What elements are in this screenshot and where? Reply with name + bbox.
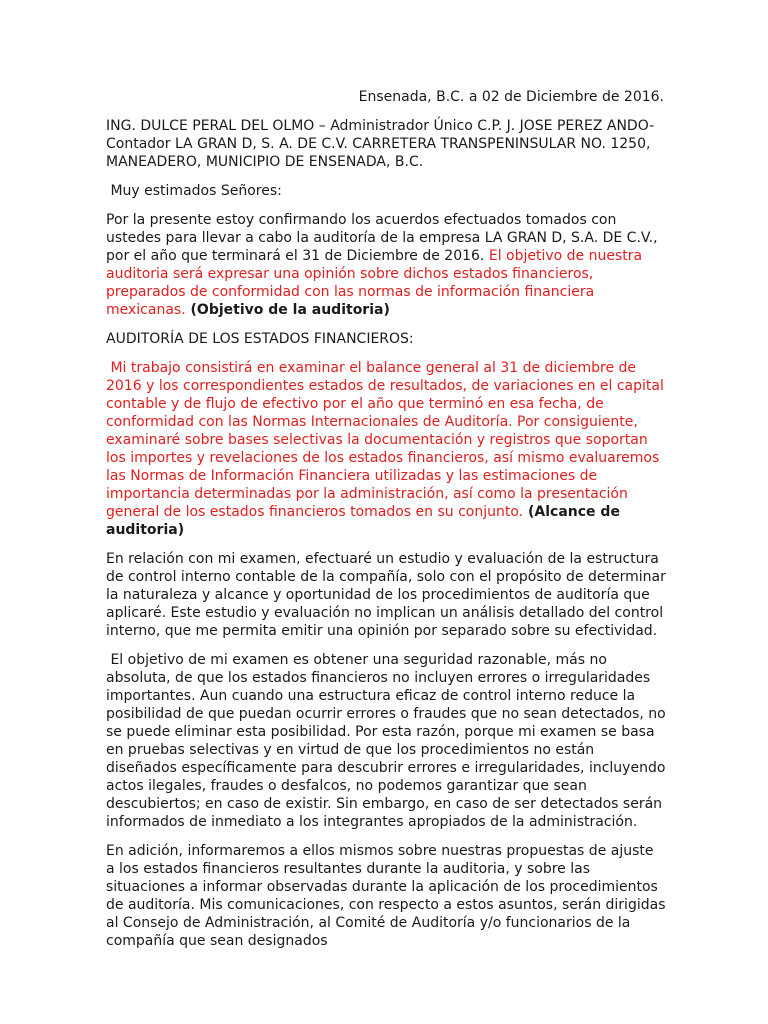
section-heading: AUDITORÍA DE LOS ESTADOS FINANCIEROS: bbox=[106, 331, 414, 347]
addressee-block: ING. DULCE PERAL DEL OLMO – Administrador Único C.P. J. JOSE PEREZ ANDO- Contador LA GRAN D, S. A. DE C.V. CARRETERA TRANSPENINSULAR NO. 1250, MANEADERO, MUNICIPIO DE ENSENADA, B.C. bbox=[106, 118, 655, 170]
letter-page bbox=[106, 88, 671, 961]
scope-paragraph bbox=[106, 359, 669, 539]
intro-objective-label: (Objetivo de la auditoria) bbox=[185, 302, 390, 318]
intro-paragraph bbox=[106, 211, 666, 319]
intro-text: Por la presente estoy confirmando los acuerdos efectuados tomados con ustedes para llevar a cabo la auditoría de la empresa LA GRAN D, S.A. DE C.V., por el año que terminará el 31 de Diciembre de 2016. bbox=[106, 212, 658, 264]
date-line: Ensenada, B.C. a 02 de Diciembre de 2016. bbox=[358, 89, 664, 105]
greeting: Muy estimados Señores: bbox=[106, 183, 282, 199]
objective-paragraph: El objetivo de mi examen es obtener una seguridad razonable, más no absoluta, de que los estados financieros no incluyen errores o irregularidades importantes. Aun cuando una estructura eficaz de control interno reduce la posibilidad de que puedan ocurrir errores o fraudes que no sean detectados, no se puede eliminar esta posibilidad. Por esta razón, porque mi examen se basa en pruebas selectivas y en virtud de que los procedimientos no están diseñados específicamente para descubrir errores e irregularidades, incluyendo actos ilegales, fraudes o desfalcos, no podemos garantizar que sean descubiertos; en caso de existir. Sin embargo, en caso de ser detectados serán informados de inmediato a los integrantes apropiados de la administración. bbox=[106, 652, 671, 830]
scope-text: Mi trabajo consistirá en examinar el balance general al 31 de diciembre de 2016 y los correspondientes estados de resultados, de variaciones en el capital contable y de flujo de efectivo por el año que terminó en esa fecha, de conformidad con las Normas Internacionales de Auditoría. Por consiguiente, examinaré sobre bases selectivas la documentación y registros que soportan los importes y revelaciones de los estados financieros, así mismo evaluaremos las Normas de Información Financiera utilizadas y las estimaciones de importancia determinadas por la administración, así como la presentación general de los estados financieros tomados en su conjunto. bbox=[106, 360, 669, 520]
control-paragraph: En relación con mi examen, efectuaré un estudio y evaluación de la estructura de control interno contable de la compañía, solo con el propósito de determinar la naturaleza y alcance y oportunidad de los procedimientos de auditoría que aplicaré. Este estudio y evaluación no implican un análisis detallado del control interno, que me permita emitir una opinión por separado sobre su efectividad. bbox=[106, 551, 666, 639]
intro-objective-text: El objetivo de nuestra auditoria será expresar una opinión sobre dichos estados financieros, preparados de conformidad con las normas de información financiera mexicanas. bbox=[106, 248, 643, 318]
scope-label: (Alcance de auditoria) bbox=[106, 504, 625, 538]
addition-paragraph: En adición, informaremos a ellos mismos sobre nuestras propuestas de ajuste a los estados financieros resultantes durante la auditoria, y sobre las situaciones a informar observadas durante la aplicación de los procedimientos de auditoría. Mis comunicaciones, con respecto a estos asuntos, serán dirigidas al Consejo de Administración, al Comité de Auditoría y/o funcionarios de la compañía que sean designados bbox=[106, 843, 666, 949]
